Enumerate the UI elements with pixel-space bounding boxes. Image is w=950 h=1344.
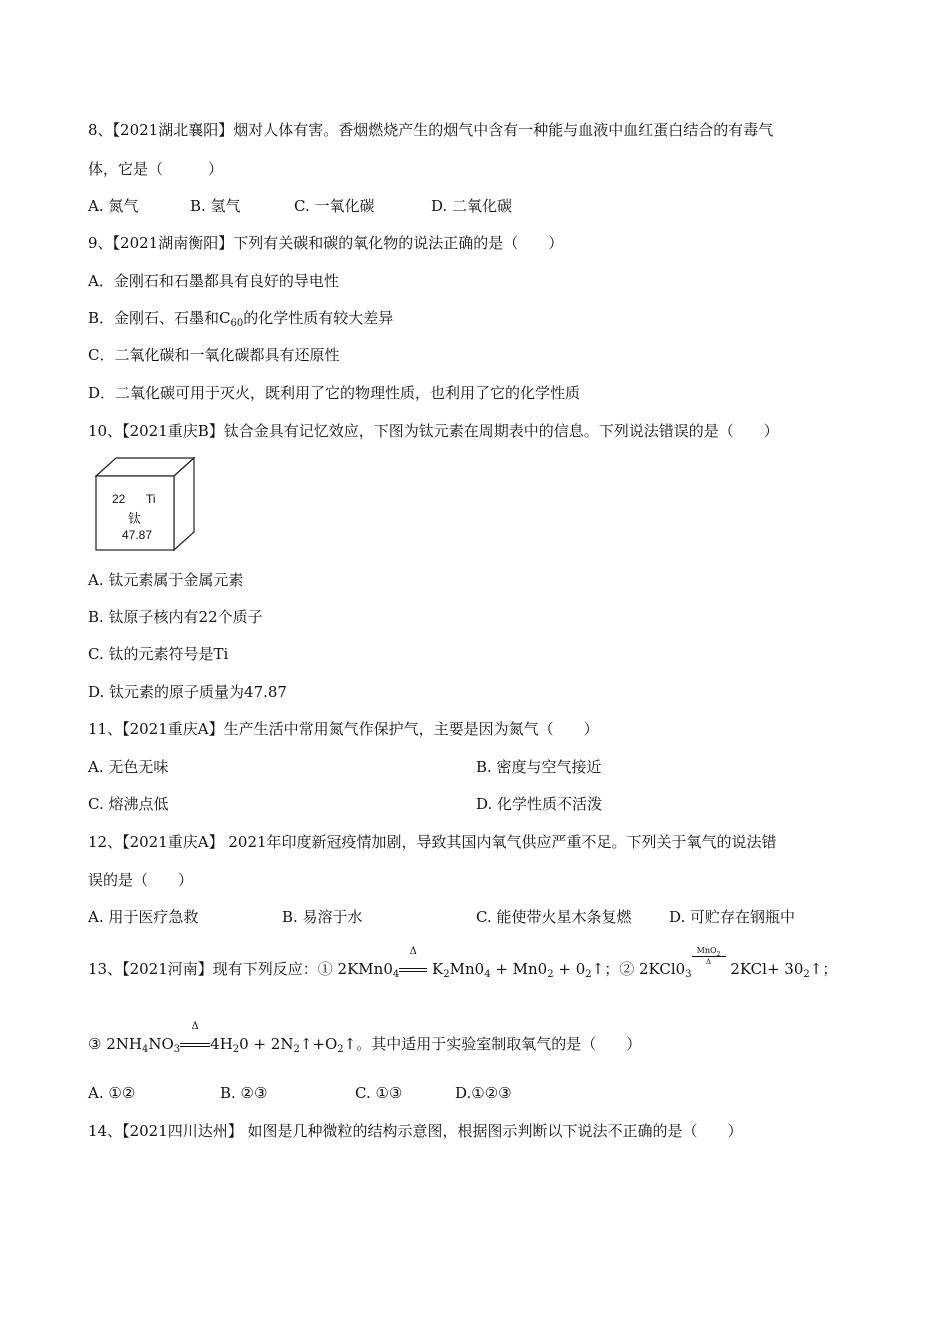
reaction-2-products: 2KCl+ 30 [730, 960, 804, 978]
question-9-option-b-pre: B．金刚石、石墨和C [88, 309, 231, 327]
element-atomic-number: 22 [112, 492, 126, 506]
reaction-3-condition-label: Δ [191, 1021, 199, 1032]
reaction-3-condition [180, 1021, 210, 1054]
element-tile-titanium [92, 456, 202, 560]
question-9-option-c: C．二氧化碳和一氧化碳都具有还原性 [88, 346, 340, 364]
question-12-option-d: D. 可贮存在钢瓶中 [669, 908, 796, 926]
reaction-2-condition [692, 946, 726, 968]
reaction-1-product-b-sub: 2 [547, 969, 554, 980]
question-11-option-c: C. 熔沸点低 [88, 795, 169, 813]
reaction-2-left-sub: 3 [685, 969, 692, 980]
reaction-3-left-sub1: 4 [141, 1044, 149, 1055]
reaction-3-end: ↑。其中适用于实验室制取氧气的是（ ） [343, 1035, 642, 1053]
question-12-stem-line-1: 12、【2021重庆A】 2021年印度新冠疫情加剧，导致其国内氧气供应严重不足。下列关于氧气的说法错 [88, 833, 777, 851]
reaction-3-product-b: 0 + 2N [239, 1035, 294, 1053]
reaction-1-end: ↑；② [591, 960, 635, 978]
question-12-option-c: C. 能使带火星木条复燃 [476, 908, 632, 926]
question-8-stem-line-1: 8、【2021湖北襄阳】烟对人体有害。香烟燃烧产生的烟气中含有一种能与血液中血红蛋白结合的有毒气 [88, 121, 774, 139]
question-11-option-a: A. 无色无味 [88, 758, 169, 776]
reaction-2 [639, 946, 838, 980]
reaction-3-product-a: 4H [210, 1035, 233, 1053]
question-10-option-b: B. 钛原子核内有22个质子 [88, 608, 263, 626]
reaction-1-product-a-mid: Mn0 [449, 960, 485, 978]
reaction-2-catalyst: MnO [696, 946, 717, 955]
reaction-1-product-c-sub: 2 [585, 969, 592, 980]
element-name: 钛 [128, 512, 142, 527]
reaction-1 [337, 946, 635, 980]
question-8-option-d: D. 二氧化碳 [431, 197, 513, 215]
reaction-1-product-a-sub2: 4 [484, 969, 491, 980]
reaction-3-product-c: ↑+O [299, 1035, 338, 1053]
question-11-option-d: D. 化学性质不活泼 [476, 795, 603, 813]
question-13-stem [88, 946, 838, 980]
question-9-option-b [88, 308, 393, 328]
reaction-2-end: ↑； [809, 960, 838, 978]
question-10-option-c: C. 钛的元素符号是Ti [88, 645, 229, 663]
question-13-reaction-3-line [88, 1021, 642, 1055]
reaction-3-left-mid: NO [148, 1035, 174, 1053]
question-9-option-d: D．二氧化碳可用于灭火，既利用了它的物理性质，也利用了它的化学性质 [88, 384, 581, 402]
reaction-2-left: 2KCl0 [639, 960, 686, 978]
question-13-option-a: A. ①② [88, 1084, 136, 1102]
element-symbol: Ti [146, 492, 156, 506]
reaction-1-condition-label: Δ [409, 946, 417, 957]
reaction-3-product-c-sub: 2 [337, 1044, 344, 1055]
question-10-option-d: D. 钛元素的原子质量为47.87 [88, 683, 287, 701]
question-8-option-c: C. 一氧化碳 [294, 197, 375, 215]
question-8-stem-line-2: 体，它是（ ） [88, 160, 224, 178]
reaction-1-product-b: + Mn0 [490, 960, 548, 978]
question-13-prefix: 13、【2021河南】现有下列反应：① [88, 960, 333, 978]
reaction-3-product-a-sub: 2 [232, 1044, 240, 1055]
reaction-3-left-sub2: 3 [173, 1044, 181, 1055]
question-10-option-a: A. 钛元素属于金属元素 [88, 571, 244, 589]
question-13-option-b: B. ②③ [220, 1084, 268, 1102]
question-8-option-b: B. 氢气 [190, 197, 241, 215]
question-12-option-b: B. 易溶于水 [282, 908, 363, 926]
question-14-stem: 14、【2021四川达州】 如图是几种微粒的结构示意图，根据图示判断以下说法不正确的是（ ） [88, 1122, 743, 1140]
question-13-option-c: C. ①③ [355, 1084, 403, 1102]
reaction-2-heat: Δ [706, 958, 712, 966]
reaction-1-product-a: K [432, 960, 444, 978]
question-9-option-b-post: 的化学性质有较大差异 [243, 309, 394, 327]
question-9-option-a: A．金刚石和石墨都具有良好的导电性 [88, 272, 339, 290]
question-11-option-b: B. 密度与空气接近 [476, 758, 602, 776]
question-12-option-a: A. 用于医疗急救 [88, 908, 199, 926]
reaction-2-catalyst-sub: 2 [716, 951, 721, 958]
reaction-1-product-c: + 0 [553, 960, 586, 978]
question-13-option-d: D.①②③ [455, 1084, 512, 1102]
reaction-3-product-b-sub: 2 [293, 1044, 300, 1055]
element-atomic-mass: 47.87 [122, 528, 153, 542]
question-8-option-a: A. 氮气 [88, 197, 139, 215]
question-9-stem: 9、【2021湖南衡阳】下列有关碳和碳的氧化物的说法正确的是（ ） [88, 234, 564, 252]
reaction-1-left-sub: 4 [392, 969, 400, 980]
reaction-3-left: ③ 2NH [88, 1035, 142, 1053]
reaction-1-left: 2KMn0 [337, 960, 393, 978]
question-9-option-b-sub: 60 [230, 318, 244, 329]
reaction-1-condition [399, 946, 427, 979]
question-10-stem: 10、【2021重庆B】钛合金具有记忆效应，下图为钛元素在周期表中的信息。下列说法错误的是（ ） [88, 422, 779, 440]
question-11-stem: 11、【2021重庆A】生产生活中常用氮气作保护气，主要是因为氮气（ ） [88, 720, 599, 738]
reaction-2-products-sub: 2 [803, 969, 810, 980]
question-12-stem-line-2: 误的是（ ） [88, 871, 194, 889]
reaction-1-product-a-sub1: 2 [443, 969, 450, 980]
